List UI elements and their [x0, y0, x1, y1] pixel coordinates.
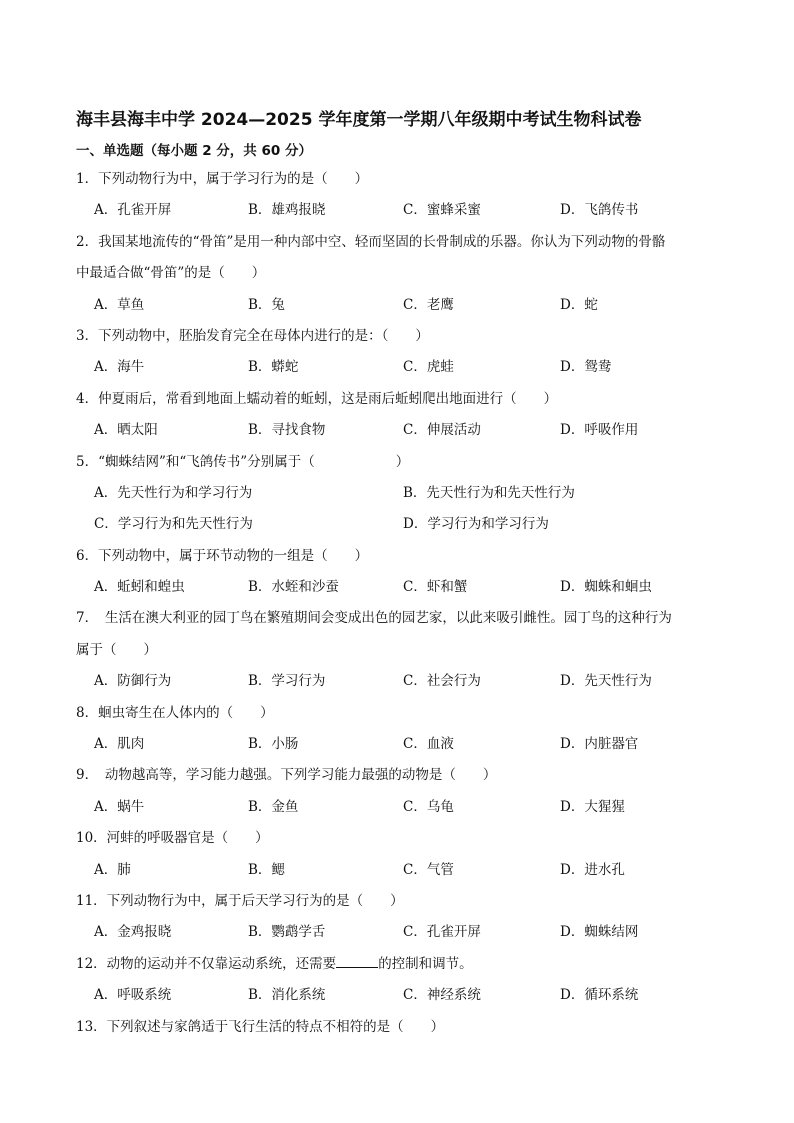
question-2: 2．我国某地流传的“骨笛”是用一种内部中空、轻而坚固的长骨制成的乐器。你认为下列动物的骨骼 [76, 233, 666, 250]
option-c: C．虾和蟹 [403, 579, 468, 596]
option-b: B．先天性行为和先天性行为 [403, 484, 575, 501]
option-a: A．草鱼 [94, 296, 145, 313]
option-c: C．孔雀开屏 [403, 924, 481, 941]
option-d: D．蜘蛛结网 [560, 924, 639, 941]
question-12 [76, 953, 736, 984]
option-d: D．先天性行为 [560, 673, 652, 690]
question-2-options [76, 294, 736, 325]
option-a: A．孔雀开屏 [94, 202, 172, 219]
question-6: 6．下列动物中，属于环节动物的一组是（ ） [76, 547, 369, 564]
question-4-options [76, 419, 736, 450]
option-d: D．鸳鸯 [560, 359, 612, 376]
exam-title: 海丰县海丰中学 2024—2025 学年度第一学期八年级期中考试生物科试卷 [76, 110, 642, 130]
option-a: A．先天性行为和学习行为 [94, 484, 253, 501]
question-5-options-row2 [76, 513, 736, 544]
question-10: 10．河蚌的呼吸器官是（ ） [76, 830, 269, 847]
question-7: 7． 生活在澳大利亚的园丁鸟在繁殖期间会变成出色的园艺家，以此来吸引雌性。园丁鸟的这种行为 [76, 610, 672, 627]
option-b: B．金鱼 [248, 798, 299, 815]
question-11: 11．下列动物行为中，属于后天学习行为的是（ ） [76, 892, 404, 909]
option-d: D．蜘蛛和蛔虫 [560, 579, 652, 596]
option-b: B．鳃 [248, 861, 285, 878]
option-c: C．气管 [403, 861, 454, 878]
option-d: D．进水孔 [560, 861, 625, 878]
question-11-options [76, 921, 736, 952]
question-7-options [76, 670, 736, 701]
question-8-options [76, 733, 736, 764]
option-c: C．学习行为和先天性行为 [94, 516, 253, 533]
question-5: 5．“蜘蛛结网”和“飞鸽传书”分别属于（ ） [76, 453, 410, 470]
option-d: D．循环系统 [560, 987, 639, 1004]
question-6-options [76, 576, 736, 607]
question-12-text-before: 12．动物的运动并不仅靠运动系统，还需要 [76, 955, 337, 972]
option-d: D．蛇 [560, 296, 598, 313]
option-c: C．血液 [403, 736, 454, 753]
option-b: B．鹦鹉学舌 [248, 924, 326, 941]
option-b: B．蟒蛇 [248, 359, 299, 376]
option-d: D．飞鸽传书 [560, 202, 639, 219]
option-c: C．神经系统 [403, 987, 481, 1004]
option-d: D．大猩猩 [560, 798, 625, 815]
question-5-options-row1 [76, 482, 736, 513]
question-3: 3．下列动物中，胚胎发育完全在母体内进行的是：（ ） [76, 327, 429, 344]
option-b: B．水蛭和沙蚕 [248, 579, 339, 596]
option-a: A．肌肉 [94, 736, 145, 753]
question-12-options [76, 984, 736, 1015]
option-a: A．晒太阳 [94, 422, 158, 439]
option-a: A．呼吸系统 [94, 987, 172, 1004]
option-a: A．防御行为 [94, 673, 172, 690]
option-a: A．蜗牛 [94, 798, 145, 815]
question-9: 9． 动物越高等，学习能力越强。下列学习能力最强的动物是（ ） [76, 767, 497, 784]
question-2-cont: 中最适合做“骨笛”的是（ ） [76, 265, 266, 282]
option-d: D．学习行为和学习行为 [403, 516, 549, 533]
question-1: 1．下列动物行为中，属于学习行为的是（ ） [76, 171, 369, 187]
option-b: B．学习行为 [248, 673, 326, 690]
option-c: C．社会行为 [403, 673, 481, 690]
section-heading: 一、单选题（每小题 2 分，共 60 分） [76, 143, 312, 159]
question-list [76, 168, 736, 1047]
question-1-options [76, 199, 736, 230]
option-a: A．海牛 [94, 359, 145, 376]
fill-in-blank [336, 953, 378, 968]
option-b: B．雄鸡报晓 [248, 202, 326, 219]
option-a: A．蚯蚓和蝗虫 [94, 579, 185, 596]
option-b: B．消化系统 [248, 987, 326, 1004]
option-a: A．肺 [94, 861, 131, 878]
question-12-text-after: 的控制和调节。 [378, 955, 473, 972]
option-c: C．伸展活动 [403, 422, 481, 439]
option-a: A．金鸡报晓 [94, 924, 172, 941]
option-b: B．寻找食物 [248, 422, 326, 439]
option-c: C．乌龟 [403, 798, 454, 815]
option-c: C．蜜蜂采蜜 [403, 202, 481, 219]
option-c: C．虎蛙 [403, 359, 454, 376]
option-b: B．小肠 [248, 736, 299, 753]
question-9-options [76, 796, 736, 827]
option-c: C．老鹰 [403, 296, 454, 313]
option-b: B．兔 [248, 296, 285, 313]
question-13: 13．下列叙述与家鸽适于飞行生活的特点不相符的是（ ） [76, 1018, 445, 1035]
question-4: 4．仲夏雨后，常看到地面上蠕动着的蚯蚓，这是雨后蚯蚓爬出地面进行（ ） [76, 390, 558, 407]
question-7-cont: 属于（ ） [76, 641, 157, 658]
option-d: D．呼吸作用 [560, 422, 639, 439]
question-10-options [76, 859, 736, 890]
question-8: 8．蛔虫寄生在人体内的（ ） [76, 704, 274, 721]
option-d: D．内脏器官 [560, 736, 639, 753]
question-3-options [76, 356, 736, 387]
